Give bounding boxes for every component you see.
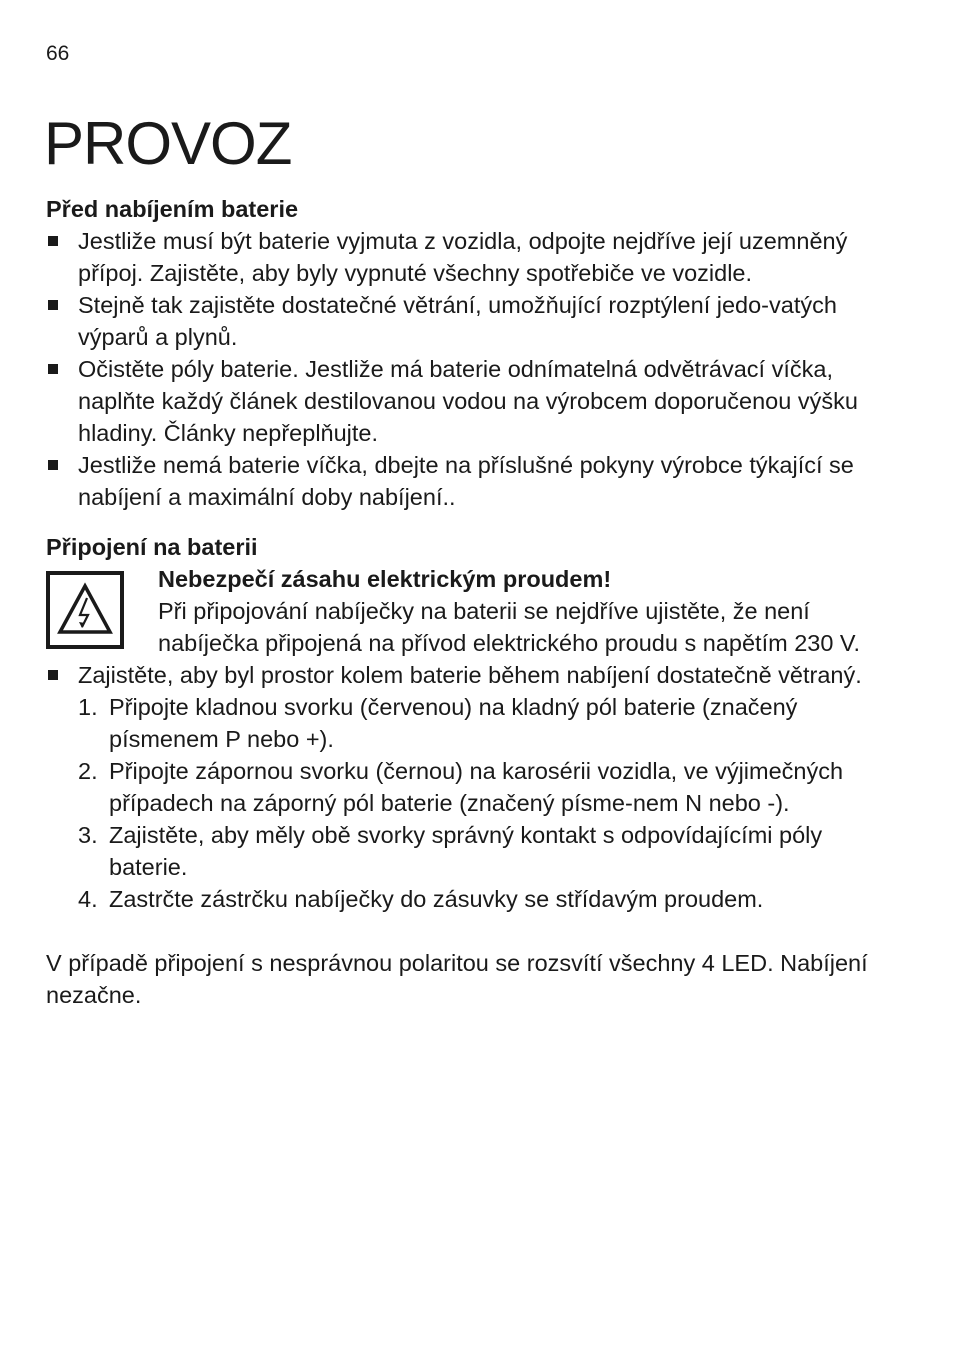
section-heading-before-charging: Před nabíjením baterie <box>46 196 299 222</box>
warning-title: Nebezpečí zásahu elektrickým proudem! <box>158 566 612 592</box>
connection-list <box>46 659 876 691</box>
warning-text: Při připojování nabíječky na baterii se nejdříve ujistěte, že není nabíječka připojená na přívod elektrického proudu s napětím 230 V. <box>158 598 860 656</box>
step-item: 2. Připojte zápornou svorku (černou) na karosérii vozidla, ve výjimečných případech na záporný pól baterie (značený písme-nem N nebo -). <box>78 758 844 816</box>
square-bullet-icon <box>48 460 58 470</box>
list-item: Stejně tak zajistěte dostatečné větrání, umožňující rozptýlení jedo-vatých výparů a plynů. <box>46 289 876 353</box>
page-number: 66 <box>46 42 70 65</box>
square-bullet-icon <box>48 300 58 310</box>
step-item: 4. Zastrčte zástrčku nabíječky do zásuvky se střídavým proudem. <box>78 886 764 912</box>
step-item: 3. Zajistěte, aby měly obě svorky správný kontakt s odpovídajícími póly baterie. <box>78 822 823 880</box>
list-item: Jestliže nemá baterie víčka, dbejte na příslušné pokyny výrobce týkající se nabíjení a maximální doby nabíjení.. <box>46 449 876 513</box>
before-charging-list <box>46 225 876 513</box>
square-bullet-icon <box>48 364 58 374</box>
square-bullet-icon <box>48 236 58 246</box>
square-bullet-icon <box>48 670 58 680</box>
polarity-note: V případě připojení s nesprávnou polaritou se rozsvítí všechny 4 LED. Nabíjení nezačne. <box>46 950 868 1008</box>
list-item: Zajistěte, aby byl prostor kolem baterie během nabíjení dostatečně větraný. <box>46 659 876 691</box>
electric-shock-warning <box>46 563 876 659</box>
step-item: 1. Připojte kladnou svorku (červenou) na kladný pól baterie (značený písmenem P nebo +). <box>78 694 798 752</box>
page-title: PROVOZ <box>44 110 292 177</box>
list-item: Očistěte póly baterie. Jestliže má baterie odnímatelná odvětrávací víčka, naplňte každý článek destilovanou vodou na výrobcem doporučenou výšku hladiny. Články nepřeplňujte. <box>46 353 876 449</box>
electric-hazard-icon <box>46 571 124 649</box>
page-content <box>46 193 876 1011</box>
connection-steps <box>46 691 876 915</box>
section-heading-battery-connection: Připojení na baterii <box>46 534 258 560</box>
list-item: Jestliže musí být baterie vyjmuta z vozidla, odpojte nejdříve její uzemněný přípoj. Zajistěte, aby byly vypnuté všechny spotřebiče ve vozidle. <box>46 225 876 289</box>
